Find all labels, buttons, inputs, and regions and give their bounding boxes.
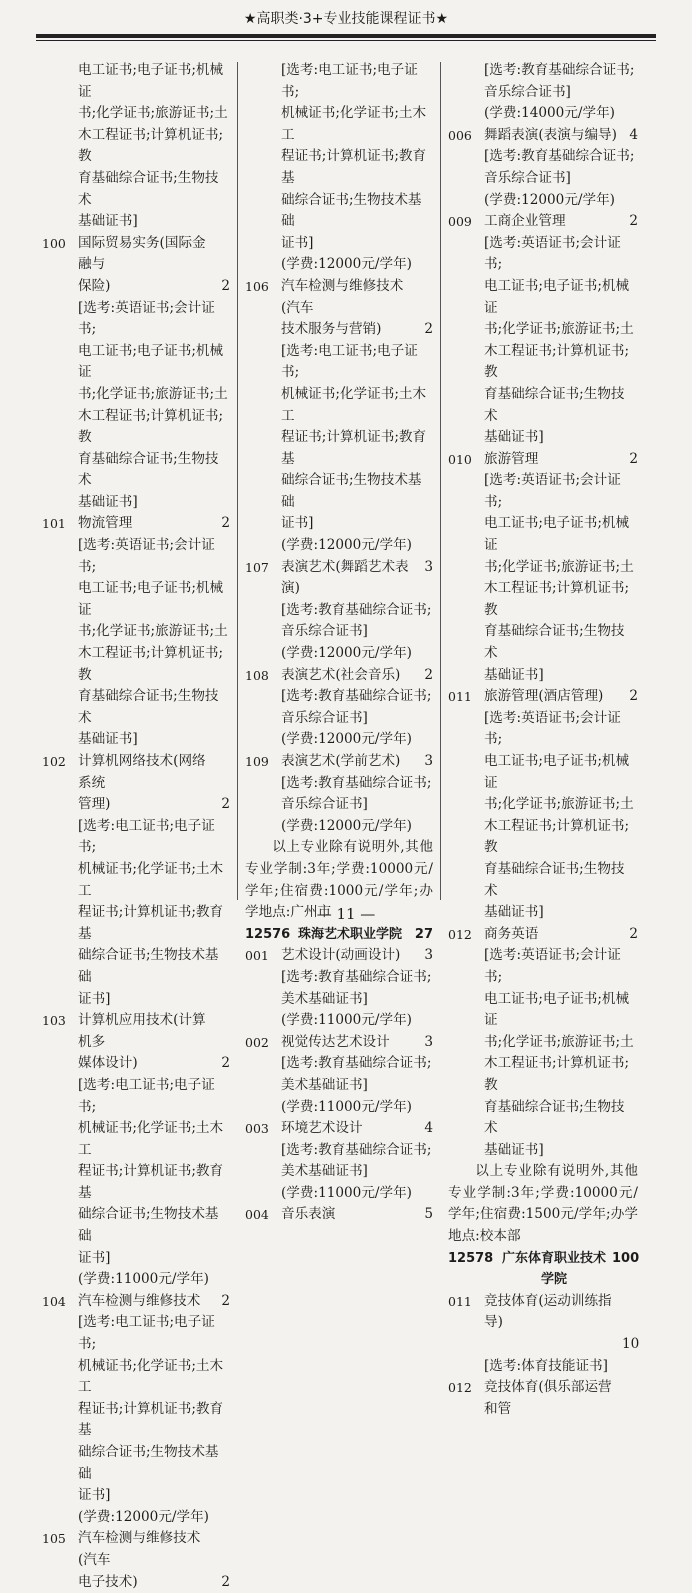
entry-detail-line: [选考:电工证书;电子证书; bbox=[78, 1076, 215, 1115]
entry-detail-line: 电工证书;电子证书;机械证 bbox=[484, 990, 630, 1029]
entry-detail-line: 书;化学证书;旅游证书;土 bbox=[78, 105, 228, 122]
school-quota: 100 bbox=[612, 1250, 640, 1266]
program-quota: 2 bbox=[629, 450, 638, 467]
program-quota: 2 bbox=[424, 321, 433, 338]
program-name: 保险) bbox=[78, 277, 111, 294]
entry-detail-line: (学费:11000元/学年) bbox=[281, 1098, 412, 1115]
entry-detail-line: 木工程证书;计算机证书;教 bbox=[484, 1055, 630, 1093]
program-entry bbox=[245, 1118, 433, 1140]
entry-detail-line: 证书] bbox=[78, 990, 111, 1007]
program-entry bbox=[42, 233, 230, 276]
entry-detail-line: [选考:英语证书;会计证书; bbox=[484, 234, 621, 273]
program-name: 电子技术) bbox=[78, 1573, 138, 1590]
program-code: 012 bbox=[448, 1380, 472, 1396]
page-number: — 11 — bbox=[316, 905, 376, 923]
program-entry bbox=[245, 1204, 433, 1226]
entry-detail-line: [选考:英语证书;会计证书; bbox=[484, 709, 621, 748]
entry-detail-line: 音乐综合证书] bbox=[484, 83, 571, 100]
entry-detail-line: [选考:英语证书;会计证书; bbox=[78, 537, 215, 575]
entry-detail-line: 音乐综合证书] bbox=[281, 709, 368, 726]
entry-detail-line: 育基础综合证书;生物技术 bbox=[484, 1098, 625, 1137]
program-quota: 10 bbox=[622, 1336, 640, 1353]
program-name: 表演艺术(舞蹈艺术表演) bbox=[281, 558, 409, 597]
program-code: 012 bbox=[448, 926, 472, 942]
entry-detail-line: 证书] bbox=[281, 234, 314, 251]
entry-detail-line: 电工证书;电子证书;机械证 bbox=[484, 277, 630, 316]
program-name: 竞技体育(运动训练指导) bbox=[484, 1292, 612, 1331]
entry-detail-line: 基础证书] bbox=[78, 731, 138, 748]
program-quota: 2 bbox=[629, 688, 638, 705]
program-code: 105 bbox=[42, 1531, 66, 1547]
entry-detail-line: 机械证书;化学证书;土木工 bbox=[78, 860, 224, 899]
entry-detail-line: 美术基础证书] bbox=[281, 1163, 368, 1180]
program-code: 011 bbox=[448, 1293, 472, 1309]
program-code: 010 bbox=[448, 451, 472, 467]
program-name: 竞技体育(俱乐部运营和管 bbox=[484, 1379, 612, 1417]
entry-detail-line: 机械证书;化学证书;土木工 bbox=[281, 385, 427, 424]
program-code: 006 bbox=[448, 127, 472, 143]
entry-detail-line: 育基础综合证书;生物技术 bbox=[484, 860, 625, 899]
entry-detail-line: 础综合证书;生物技术基础 bbox=[78, 1206, 219, 1245]
entry-detail-line: 证书] bbox=[281, 515, 314, 532]
entry-detail-line: 础综合证书;生物技术基础 bbox=[78, 1444, 219, 1482]
entry-detail-line: (学费:11000元/学年) bbox=[281, 1012, 412, 1029]
program-entry bbox=[42, 751, 230, 794]
program-entry bbox=[245, 319, 433, 341]
entry-detail-line: 电工证书;电子证书;机械证 bbox=[484, 753, 630, 791]
entry-detail-line: [选考:教育基础综合证书; bbox=[484, 62, 635, 78]
program-entry bbox=[42, 1053, 230, 1075]
program-entry bbox=[42, 276, 230, 298]
column-right bbox=[448, 60, 640, 1417]
entry-detail-line: (学费:12000元/学年) bbox=[281, 256, 412, 273]
entry-detail-line: 程证书;计算机证书;教育基 bbox=[78, 1400, 224, 1439]
program-quota: 2 bbox=[221, 277, 230, 294]
program-code: 003 bbox=[245, 1121, 269, 1137]
entry-detail-line: [选考:英语证书;会计证书; bbox=[484, 947, 621, 985]
program-name: 表演艺术(社会音乐) bbox=[281, 666, 401, 683]
program-code: 104 bbox=[42, 1293, 66, 1309]
program-code: 106 bbox=[245, 278, 269, 294]
program-code: 107 bbox=[245, 559, 269, 575]
entry-detail-line: 木工程证书;计算机证书;教 bbox=[78, 126, 224, 165]
program-entry bbox=[42, 1528, 230, 1571]
program-name: 汽车检测与维修技术(汽车 bbox=[78, 1530, 201, 1568]
entry-detail-line: 证书] bbox=[78, 1487, 111, 1504]
program-quota: 2 bbox=[221, 796, 230, 813]
entry-detail-line: 机械证书;化学证书;土木工 bbox=[78, 1357, 224, 1396]
program-name: 旅游管理 bbox=[484, 450, 539, 467]
entry-detail-line: [选考:电工证书;电子证书; bbox=[78, 817, 215, 856]
entry-detail-line: 育基础综合证书;生物技术 bbox=[78, 450, 219, 489]
entry-detail-line: 程证书;计算机证书;教育基 bbox=[78, 904, 224, 942]
program-name: 物流管理 bbox=[78, 515, 133, 532]
entry-detail-line: [选考:教育基础综合证书; bbox=[281, 1141, 432, 1158]
program-code: 002 bbox=[245, 1034, 269, 1050]
program-quota: 2 bbox=[629, 213, 638, 230]
entry-detail-line: [选考:教育基础综合证书; bbox=[281, 1055, 432, 1072]
program-name: 媒体设计) bbox=[78, 1055, 138, 1072]
entry-detail-line: (学费:12000元/学年) bbox=[281, 731, 412, 748]
program-code: 001 bbox=[245, 948, 269, 964]
entry-detail-line: 程证书;计算机证书;教育基 bbox=[78, 1163, 224, 1201]
program-quota: 4 bbox=[629, 126, 638, 143]
column-left bbox=[42, 60, 230, 1590]
entry-detail-line: [选考:体育技能证书] bbox=[484, 1357, 608, 1374]
program-entry bbox=[245, 751, 433, 773]
program-quota: 3 bbox=[424, 947, 433, 964]
program-name: 汽车检测与维修技术 bbox=[78, 1292, 201, 1309]
entry-detail-line: 书;化学证书;旅游证书;土 bbox=[484, 321, 634, 338]
program-entry bbox=[448, 924, 638, 946]
program-entry bbox=[448, 686, 638, 708]
program-entry bbox=[448, 1291, 638, 1334]
entry-detail-line: 美术基础证书] bbox=[281, 1076, 368, 1093]
program-code: 101 bbox=[42, 516, 66, 532]
entry-detail-line: 证书] bbox=[78, 1249, 111, 1266]
program-code: 103 bbox=[42, 1013, 66, 1029]
entry-detail-line: 书;化学证书;旅游证书;土 bbox=[78, 623, 228, 640]
column-middle bbox=[245, 60, 433, 1223]
entry-detail-line: [选考:英语证书;会计证书; bbox=[484, 472, 621, 510]
program-entry bbox=[245, 276, 433, 319]
entry-detail-line: (学费:14000元/学年) bbox=[484, 105, 615, 122]
program-entry bbox=[42, 794, 230, 816]
entry-detail-line: 木工程证书;计算机证书;教 bbox=[484, 342, 630, 381]
entry-detail-line: 木工程证书;计算机证书;教 bbox=[484, 817, 630, 856]
entry-detail-line: 木工程证书;计算机证书;教 bbox=[484, 580, 630, 618]
entry-detail-line: 程证书;计算机证书;教育基 bbox=[281, 148, 427, 186]
program-code: 102 bbox=[42, 754, 66, 769]
program-quota: 4 bbox=[424, 1120, 433, 1137]
program-code: 009 bbox=[448, 214, 472, 230]
entry-detail-line: (学费:12000元/学年) bbox=[78, 1508, 209, 1525]
school-note: 以上专业除有说明外,其他专业学制:3年;学费:10000元/学年;住宿费:1000元/学年;办学地点:广州市 bbox=[245, 839, 433, 921]
school-code: 12576 bbox=[245, 926, 291, 942]
entry-detail-line: 机械证书;化学证书;土木工 bbox=[281, 105, 427, 143]
entry-detail-line: 书;化学证书;旅游证书;土 bbox=[484, 796, 634, 813]
program-entry bbox=[245, 557, 433, 600]
entry-detail-line: 育基础综合证书;生物技术 bbox=[484, 623, 625, 662]
school-quota: 27 bbox=[414, 926, 433, 942]
entry-detail-line: 音乐综合证书] bbox=[281, 623, 368, 640]
entry-detail-line: 木工程证书;计算机证书;教 bbox=[78, 407, 224, 446]
entry-detail-line: 育基础综合证书;生物技术 bbox=[78, 169, 219, 208]
entry-detail-line: (学费:11000元/学年) bbox=[78, 1271, 209, 1288]
entry-detail-line: [选考:教育基础综合证书; bbox=[281, 688, 432, 705]
program-name: 商务英语 bbox=[484, 925, 539, 942]
entry-detail-line: 程证书;计算机证书;教育基 bbox=[281, 429, 427, 467]
entry-detail-line: 基础证书] bbox=[484, 1141, 544, 1158]
program-quota: 3 bbox=[424, 1033, 433, 1050]
entry-detail-line: 机械证书;化学证书;土木工 bbox=[78, 1120, 224, 1158]
entry-detail-line: 基础证书] bbox=[484, 429, 544, 446]
school-note: 以上专业除有说明外,其他专业学制:3年;学费:10000元/学年;住宿费:1500元/学年;办学地点:校本部 bbox=[448, 1163, 638, 1245]
entry-detail-line: [选考:电工证书;电子证书; bbox=[281, 342, 418, 381]
program-quota: 2 bbox=[629, 925, 638, 942]
column-divider bbox=[440, 62, 441, 900]
program-code: 108 bbox=[245, 667, 269, 683]
entry-detail-line: [选考:英语证书;会计证书; bbox=[78, 299, 215, 338]
school-code: 12578 bbox=[448, 1250, 494, 1266]
program-name: 表演艺术(学前艺术) bbox=[281, 753, 401, 769]
program-entry bbox=[448, 449, 638, 471]
entry-detail-line: 育基础综合证书;生物技术 bbox=[484, 385, 625, 424]
entry-detail-line: [选考:电工证书;电子证书; bbox=[78, 1314, 215, 1353]
program-entry bbox=[42, 1010, 230, 1053]
entry-detail-line: 础综合证书;生物技术基础 bbox=[281, 472, 422, 510]
program-entry bbox=[448, 1377, 638, 1420]
entry-detail-line: 基础证书] bbox=[78, 493, 138, 510]
program-name: 音乐表演 bbox=[281, 1206, 336, 1223]
column-divider bbox=[237, 62, 238, 900]
program-entry bbox=[245, 945, 433, 967]
program-name: 汽车检测与维修技术(汽车 bbox=[281, 277, 404, 316]
program-code: 100 bbox=[42, 235, 66, 251]
program-code: 011 bbox=[448, 689, 472, 705]
school-heading bbox=[245, 924, 433, 946]
program-entry bbox=[448, 125, 638, 147]
entry-detail-line: 础综合证书;生物技术基础 bbox=[78, 947, 219, 985]
program-entry bbox=[42, 513, 230, 535]
entry-detail-line: [选考:电工证书;电子证书; bbox=[281, 62, 418, 100]
program-name: 环境艺术设计 bbox=[281, 1120, 363, 1137]
entry-detail-line: [选考:教育基础综合证书; bbox=[281, 968, 432, 985]
entry-detail-line: (学费:11000元/学年) bbox=[281, 1184, 412, 1201]
program-entry bbox=[245, 665, 433, 687]
entry-detail-line: 书;化学证书;旅游证书;土 bbox=[484, 1033, 634, 1050]
program-name: 技术服务与营销) bbox=[281, 321, 382, 338]
entry-detail-line: (学费:12000元/学年) bbox=[281, 537, 412, 554]
school-heading bbox=[448, 1248, 638, 1291]
program-name: 计算机应用技术(计算机多 bbox=[78, 1012, 206, 1050]
entry-detail-line: 书;化学证书;旅游证书;土 bbox=[484, 558, 634, 575]
entry-detail-line: (学费:12000元/学年) bbox=[484, 191, 615, 208]
entry-detail-line: [选考:教育基础综合证书; bbox=[484, 148, 635, 165]
program-quota: 3 bbox=[424, 753, 433, 769]
entry-detail-line: 音乐综合证书] bbox=[484, 169, 571, 186]
school-name: 广东体育职业技术学院 bbox=[501, 1250, 606, 1288]
program-name: 视觉传达艺术设计 bbox=[281, 1033, 390, 1050]
entry-detail-line: [选考:教育基础综合证书; bbox=[281, 774, 432, 791]
program-name: 艺术设计(动画设计) bbox=[281, 947, 401, 964]
program-name: 舞蹈表演(表演与编导) bbox=[484, 126, 617, 143]
header-rule-thin bbox=[36, 40, 656, 41]
program-quota: 2 bbox=[221, 1055, 230, 1072]
program-name: 国际贸易实务(国际金融与 bbox=[78, 234, 206, 273]
program-quota: 2 bbox=[221, 1292, 230, 1309]
entry-detail-line: [选考:教育基础综合证书; bbox=[281, 601, 432, 618]
entry-detail-line: 电工证书;电子证书;机械证 bbox=[78, 62, 224, 100]
entry-detail-line: 电工证书;电子证书;机械证 bbox=[484, 515, 630, 554]
program-quota: 2 bbox=[221, 1573, 230, 1590]
entry-detail-line: 音乐综合证书] bbox=[281, 796, 368, 813]
program-name: 工商企业管理 bbox=[484, 213, 566, 230]
entry-detail-line: 基础证书] bbox=[78, 213, 138, 230]
program-entry bbox=[245, 1032, 433, 1054]
program-quota: 3 bbox=[424, 558, 433, 575]
entry-detail-line: 电工证书;电子证书;机械证 bbox=[78, 342, 224, 381]
school-name: 珠海艺术职业学院 bbox=[297, 926, 402, 942]
entry-detail-line: 书;化学证书;旅游证书;土 bbox=[78, 385, 228, 402]
entry-detail-line: (学费:12000元/学年) bbox=[281, 817, 412, 834]
entry-detail-line: 基础证书] bbox=[484, 904, 544, 921]
program-quota: 5 bbox=[424, 1206, 433, 1223]
entry-detail-line: 基础证书] bbox=[484, 666, 544, 683]
program-name: 计算机网络技术(网络系统 bbox=[78, 753, 206, 791]
entry-detail-line: 美术基础证书] bbox=[281, 990, 368, 1007]
program-quota: 2 bbox=[424, 666, 433, 683]
program-name: 管理) bbox=[78, 796, 111, 813]
entry-detail-line: 电工证书;电子证书;机械证 bbox=[78, 580, 224, 618]
program-entry bbox=[448, 211, 638, 233]
header-rule-thick bbox=[36, 34, 656, 38]
program-code: 004 bbox=[245, 1207, 269, 1223]
program-entry bbox=[42, 1572, 230, 1593]
program-entry bbox=[448, 1334, 638, 1356]
program-quota: 2 bbox=[221, 515, 230, 532]
running-header: ★高职类·3+专业技能课程证书★ bbox=[243, 11, 449, 27]
program-name: 旅游管理(酒店管理) bbox=[484, 688, 604, 705]
entry-detail-line: 础综合证书;生物技术基础 bbox=[281, 191, 422, 230]
entry-detail-line: (学费:12000元/学年) bbox=[281, 645, 412, 662]
program-entry bbox=[42, 1291, 230, 1313]
program-code: 109 bbox=[245, 754, 269, 769]
entry-detail-line: 育基础综合证书;生物技术 bbox=[78, 688, 219, 726]
entry-detail-line: 木工程证书;计算机证书;教 bbox=[78, 645, 224, 683]
